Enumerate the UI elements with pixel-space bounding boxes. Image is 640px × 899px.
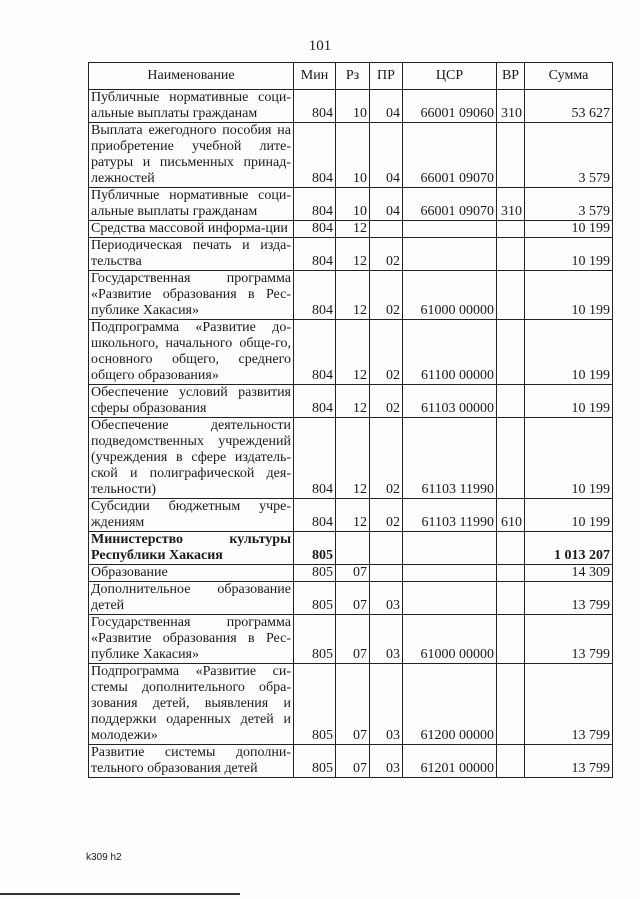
cell-pr: 02 [370,271,403,320]
table-row [89,123,613,188]
cell-pr: 04 [370,188,403,221]
header-vr: ВР [497,63,525,90]
cell-vr: 310 [497,188,525,221]
cell-rz: 07 [336,745,370,778]
cell-pr: 03 [370,664,403,745]
cell-vr [497,418,525,499]
cell-min: 804 [294,418,336,499]
cell-name: Выплата ежегодного пособия на приобретение учебной лите-ратуры и письменных принад-лежностей [89,123,294,188]
cell-min: 804 [294,221,336,238]
table-row [89,664,613,745]
cell-vr [497,615,525,664]
cell-rz: 12 [336,238,370,271]
cell-csr: 61000 00000 [403,271,497,320]
cell-vr [497,320,525,385]
cell-vr [497,745,525,778]
cell-sum: 10 199 [525,271,613,320]
cell-csr: 66001 09060 [403,90,497,123]
cell-pr: 02 [370,320,403,385]
cell-rz: 07 [336,664,370,745]
cell-name: Развитие системы дополни-тельного образования детей [89,745,294,778]
table-row [89,615,613,664]
cell-rz: 12 [336,499,370,532]
table-row [89,238,613,271]
cell-csr [403,221,497,238]
cell-sum: 13 799 [525,664,613,745]
page-number: 101 [308,38,332,54]
cell-vr [497,123,525,188]
cell-rz: 12 [336,271,370,320]
cell-name: Обеспечение условий развития сферы образования [89,385,294,418]
cell-pr: 02 [370,499,403,532]
cell-vr [497,582,525,615]
table-row [89,271,613,320]
cell-name: Средства массовой информа-ции [89,221,294,238]
budget-table [88,62,613,778]
cell-rz: 10 [336,123,370,188]
cell-sum: 14 309 [525,565,613,582]
footer-code: k309 h2 [86,852,122,863]
cell-pr: 04 [370,123,403,188]
cell-name: Публичные нормативные соци-альные выплаты гражданам [89,90,294,123]
cell-min: 805 [294,664,336,745]
cell-pr [370,532,403,565]
cell-rz: 07 [336,565,370,582]
table-row [89,90,613,123]
table-row [89,320,613,385]
cell-name: Подпрограмма «Развитие до-школьного, начального обще-го, основного общего, среднего общего образования» [89,320,294,385]
cell-pr [370,565,403,582]
cell-name: Государственная программа «Развитие образования в Рес-публике Хакасия» [89,615,294,664]
cell-sum: 10 199 [525,238,613,271]
header-pr: ПР [370,63,403,90]
cell-min: 804 [294,320,336,385]
cell-min: 805 [294,532,336,565]
table-row [89,188,613,221]
cell-name: Публичные нормативные соци-альные выплаты гражданам [89,188,294,221]
header-csr: ЦСР [403,63,497,90]
cell-name: Периодическая печать и изда-тельства [89,238,294,271]
cell-rz: 12 [336,221,370,238]
cell-name: Министерство культуры Республики Хакасия [89,532,294,565]
cell-sum: 13 799 [525,615,613,664]
cell-vr [497,664,525,745]
cell-min: 805 [294,745,336,778]
table-body [89,90,613,778]
cell-sum: 10 199 [525,385,613,418]
header-rz: Рз [336,63,370,90]
header-name: Наименование [89,63,294,90]
header-min: Мин [294,63,336,90]
cell-csr: 61103 11990 [403,418,497,499]
table-row [89,499,613,532]
table-header-row [89,63,613,90]
cell-csr: 61103 11990 [403,499,497,532]
cell-sum: 1 013 207 [525,532,613,565]
cell-min: 804 [294,385,336,418]
cell-csr: 61103 00000 [403,385,497,418]
cell-pr: 03 [370,745,403,778]
cell-pr: 03 [370,615,403,664]
cell-rz: 12 [336,320,370,385]
cell-min: 805 [294,565,336,582]
cell-pr: 02 [370,238,403,271]
cell-sum: 10 199 [525,320,613,385]
cell-csr [403,238,497,271]
cell-min: 804 [294,188,336,221]
cell-min: 805 [294,582,336,615]
cell-name: Образование [89,565,294,582]
cell-min: 804 [294,123,336,188]
cell-pr: 03 [370,582,403,615]
cell-csr [403,532,497,565]
cell-sum: 13 799 [525,582,613,615]
cell-name: Субсидии бюджетным учре-ждениям [89,499,294,532]
cell-sum: 13 799 [525,745,613,778]
cell-rz: 07 [336,615,370,664]
cell-min: 804 [294,271,336,320]
table-row [89,582,613,615]
cell-name: Государственная программа «Развитие образования в Рес-публике Хакасия» [89,271,294,320]
cell-rz: 10 [336,188,370,221]
cell-csr: 61201 00000 [403,745,497,778]
cell-pr [370,221,403,238]
cell-rz: 12 [336,385,370,418]
cell-csr: 61100 00000 [403,320,497,385]
header-sum: Сумма [525,63,613,90]
cell-rz: 07 [336,582,370,615]
cell-min: 805 [294,615,336,664]
cell-vr [497,238,525,271]
cell-csr: 61000 00000 [403,615,497,664]
cell-vr [497,385,525,418]
cell-sum: 3 579 [525,188,613,221]
cell-vr [497,271,525,320]
cell-vr [497,565,525,582]
cell-sum: 3 579 [525,123,613,188]
cell-name: Обеспечение деятельности подведомственных учреждений (учреждения в сфере издатель-ской и полиграфической дея-тельности) [89,418,294,499]
cell-sum: 10 199 [525,499,613,532]
cell-pr: 02 [370,418,403,499]
table-row [89,565,613,582]
cell-csr [403,565,497,582]
cell-vr [497,221,525,238]
cell-rz: 10 [336,90,370,123]
table-row [89,385,613,418]
bottom-rule [0,893,240,895]
cell-csr: 66001 09070 [403,188,497,221]
cell-sum: 53 627 [525,90,613,123]
table-row [89,745,613,778]
cell-pr: 02 [370,385,403,418]
cell-pr: 04 [370,90,403,123]
cell-sum: 10 199 [525,221,613,238]
cell-vr: 310 [497,90,525,123]
cell-min: 804 [294,499,336,532]
cell-sum: 10 199 [525,418,613,499]
table-row [89,418,613,499]
cell-name: Дополнительное образование детей [89,582,294,615]
cell-csr: 66001 09070 [403,123,497,188]
cell-min: 804 [294,238,336,271]
cell-rz: 12 [336,418,370,499]
cell-rz [336,532,370,565]
cell-csr [403,582,497,615]
cell-vr: 610 [497,499,525,532]
cell-min: 804 [294,90,336,123]
cell-csr: 61200 00000 [403,664,497,745]
cell-vr [497,532,525,565]
table-row [89,532,613,565]
cell-name: Подпрограмма «Развитие си-стемы дополнительного обра-зования детей, выявления и поддержки одаренных детей и молодежи» [89,664,294,745]
table-row [89,221,613,238]
